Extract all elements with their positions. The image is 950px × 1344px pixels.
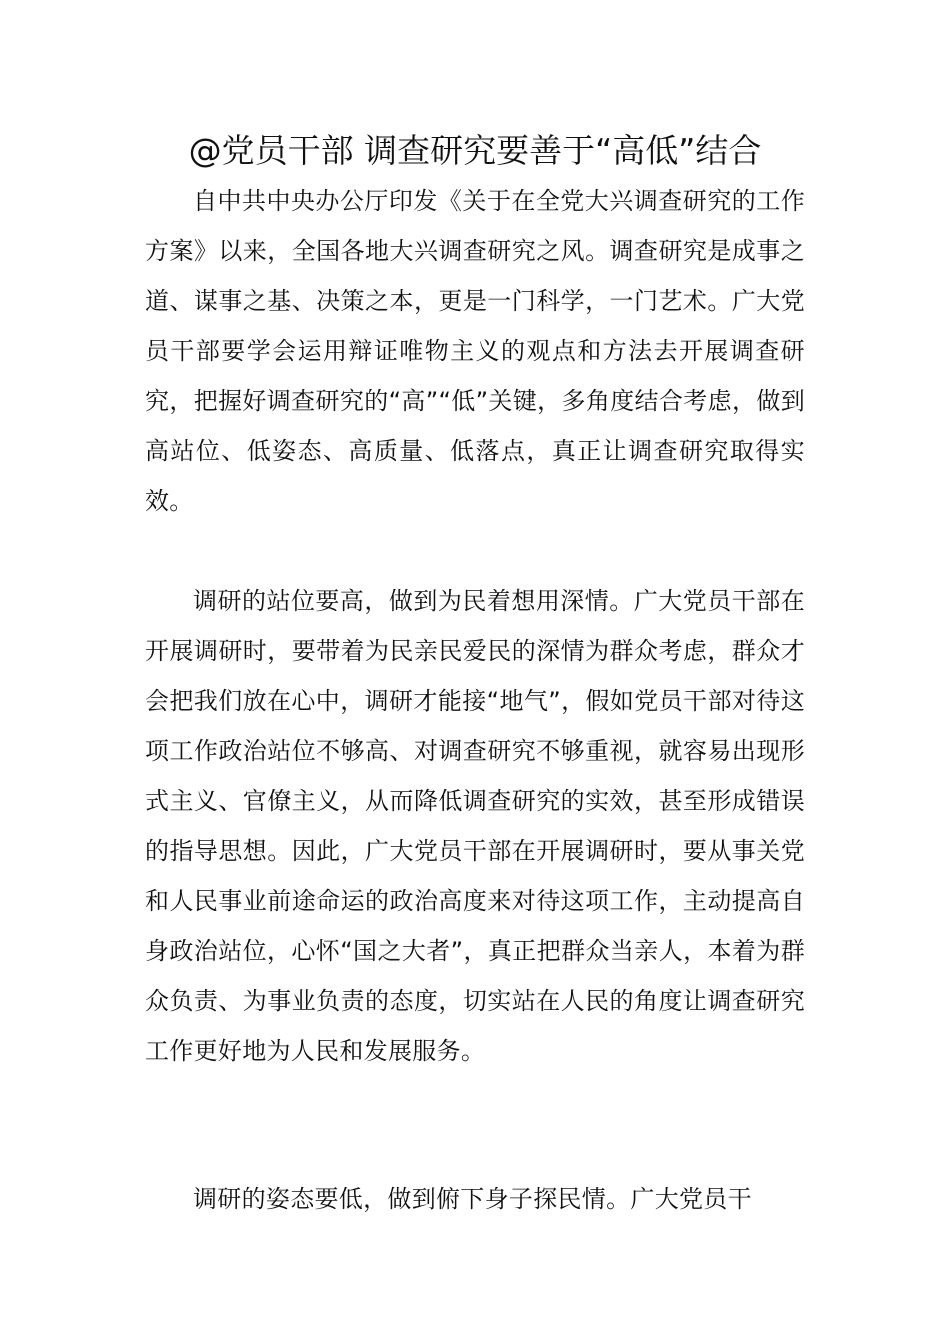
paragraph-low-posture: 调研的姿态要低，做到俯下身子探民情。广大党员干 (193, 1185, 752, 1213)
paragraph-high-standpoint: 调研的站位要高，做到为民着想用深情。广大党员干部在开展调研时，要带着为民亲民爱民的深情为群众考虑，群众才会把我们放在心中，调研才能接“地气”，假如党员干部对待这项工作政治站位不够高、对调查研究不够重视，就容易出现形式主义、官僚主义，从而降低调查研究的实效，甚至形成错误的指导思想。因此，广大党员干部在开展调研时，要从事关党和人民事业前途命运的政治高度来对待这项工作，主动提高自身政治站位，心怀“国之大者”，真正把群众当亲人，本着为群众负责、为事业负责的态度，切实站在人民的角度让调查研究工作更好地为人民和发展服务。 (145, 587, 805, 1065)
document-title: @党员干部 调查研究要善于“高低”结合 (188, 131, 762, 170)
paragraph-intro: 自中共中央办公厅印发《关于在全党大兴调查研究的工作方案》以来，全国各地大兴调查研究之风。调查研究是成事之道、谋事之基、决策之本，更是一门科学，一门艺术。广大党员干部要学会运用辩证唯物主义的观点和方法去开展调查研究，把握好调查研究的“高”“低”关键，多角度结合考虑，做到高站位、低姿态、高质量、低落点，真正让调查研究取得实效。 (145, 187, 805, 515)
